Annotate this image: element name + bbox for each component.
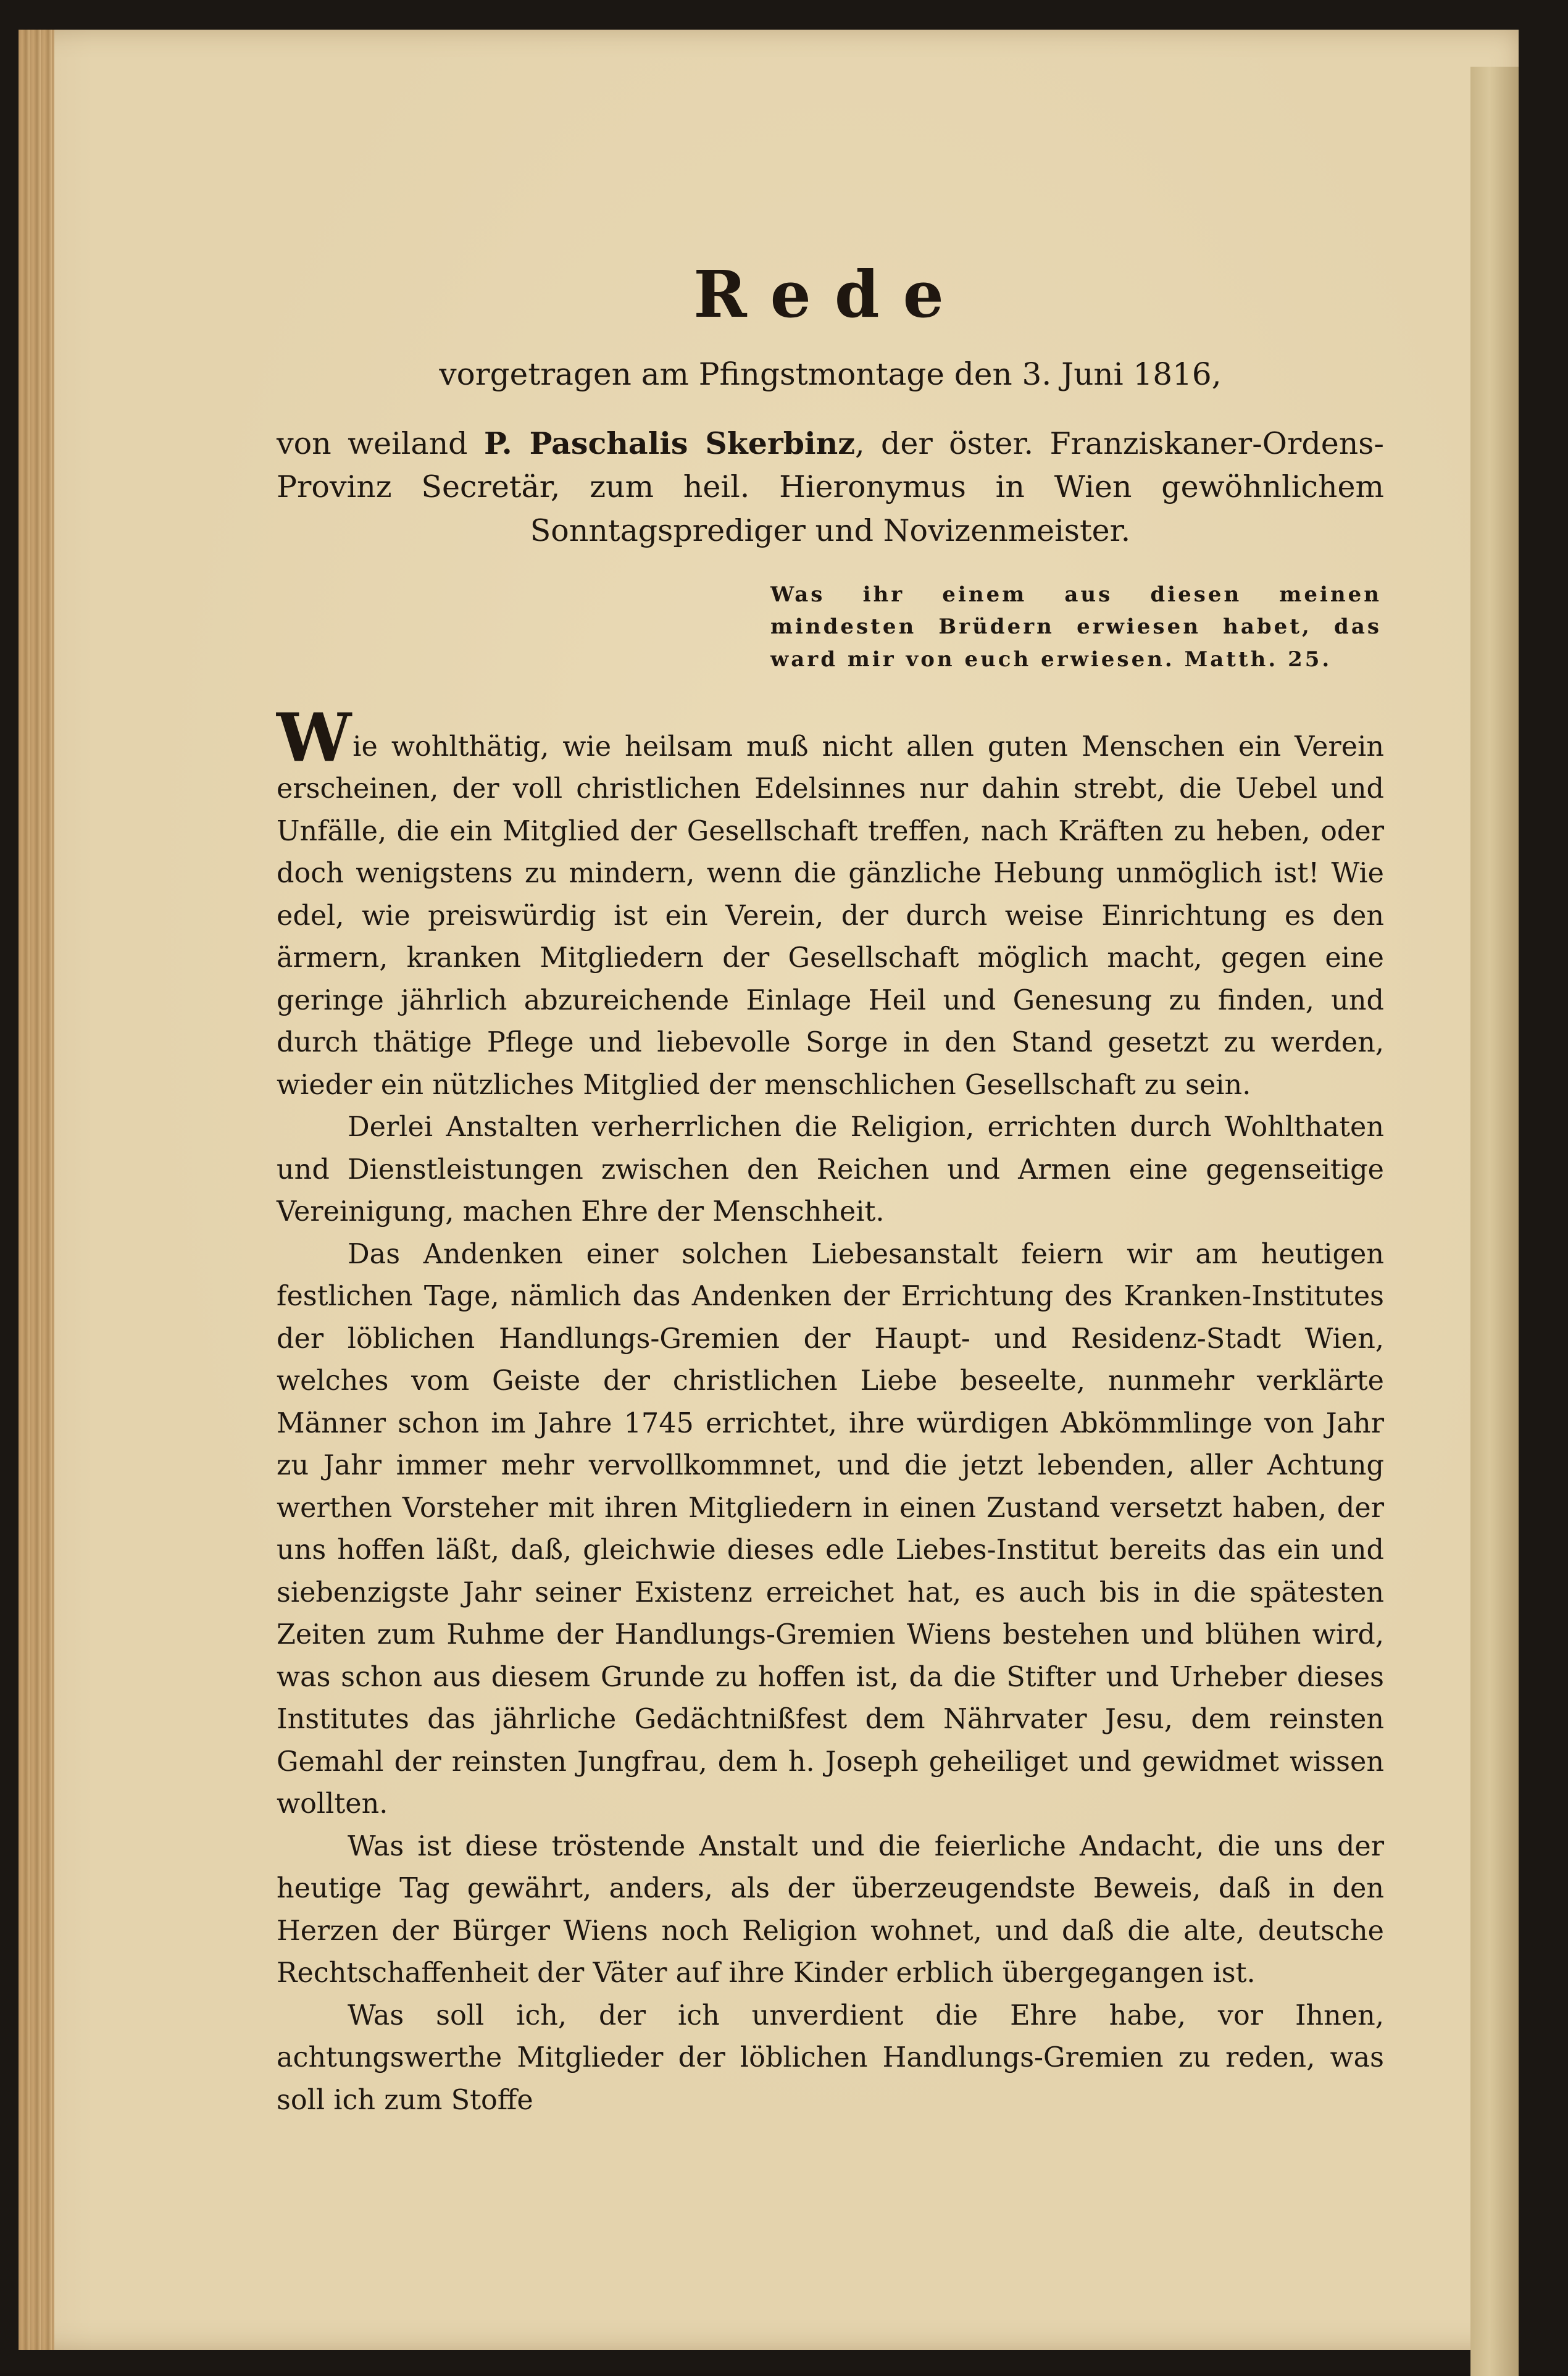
paragraph-5: Was soll ich, der ich unverdient die Ehre habe, vor Ihnen, achtungswerthe Mitglieder der löblichen Handlungs-Gremien zu reden, was soll ich zum Stoffe <box>277 1999 1384 2116</box>
page-edge <box>1470 67 1519 2376</box>
author-line <box>277 422 1384 552</box>
document-subtitle: vorgetragen am Pfingstmontage den 3. Juni 1816, <box>439 356 1222 393</box>
drop-cap: W <box>277 698 352 777</box>
document-body <box>277 256 1384 2122</box>
author-name: P. Paschalis Skerbinz <box>483 425 856 462</box>
document-title: Rede <box>693 256 967 332</box>
epigraph: Was ihr einem aus diesen meinen mindesten Brüdern erwiesen habet, das ward mir von euch erwiesen. Matth. 25. <box>770 582 1382 672</box>
page-gutter <box>19 30 54 2350</box>
author-suffix: , der öster. Franziskaner-Ordens-Provinz Secretär, zum heil. Hieronymus in Wien gewöhnlichem Sonntagsprediger und Novizenmeister. <box>277 426 1384 548</box>
paragraph-3: Das Andenken einer solchen Liebesanstalt feiern wir am heutigen festlichen Tage, nämlich das Andenken der Errichtung des Kranken-Institutes der löblichen Handlungs-Gremien der Haupt- und Residenz-Stadt Wien, welches vom Geiste der christlichen Liebe beseelte, nunmehr verklärte Männer schon im Jahre 1745 errichtet, ihre würdigen Abkömmlinge von Jahr zu Jahr immer mehr vervollkommnet, und die jetzt lebenden, aller Achtung werthen Vorsteher mit ihren Mitgliedern in einen Zustand versetzt haben, der uns hoffen läßt, daß, gleichwie dieses edle Liebes-Institut bereits das ein und siebenzigste Jahr seiner Existenz erreichet hat, es auch bis in die spätesten Zeiten zum Ruhme der Handlungs-Gremien Wiens bestehen und blühen wird, was schon aus diesem Grunde zu hoffen ist, da die Stifter und Urheber dieses Institutes das jährliche Gedächtnißfest dem Nährvater Jesu, dem reinsten Gemahl der reinsten Jungfrau, dem h. Joseph geheiliget und gewidmet wissen wollten. <box>277 1238 1384 1820</box>
paragraph-4: Was ist diese tröstende Anstalt und die feierliche Andacht, die uns der heutige Tag gewährt, anders, als der überzeugendste Beweis, daß in den Herzen der Bürger Wiens noch Religion wohnet, und daß die alte, deutsche Rechtschaffenheit der Väter auf ihre Kinder erblich übergegangen ist. <box>277 1830 1384 1989</box>
paragraph-1 <box>277 698 1384 1107</box>
sermon-text <box>277 698 1384 2122</box>
paragraph-2: Derlei Anstalten verherrlichen die Religion, errichten durch Wohlthaten und Dienstleistungen zwischen den Reichen und Armen eine gegenseitige Vereinigung, machen Ehre der Menschheit. <box>277 1111 1384 1228</box>
paragraph-1-text: ie wohlthätig, wie heilsam muß nicht allen guten Menschen ein Verein erscheinen, der voll christlichen Edelsinnes nur dahin strebt, die Uebel und Unfälle, die ein Mitglied der Gesellschaft treffen, nach Kräften zu heben, oder doch wenigstens zu mindern, wenn die gänzliche Hebung unmöglich ist! Wie edel, wie preiswürdig ist ein Verein, der durch weise Einrichtung es den ärmern, kranken Mitgliedern der Gesellschaft möglich macht, gegen eine geringe jährlich abzureichende Einlage Heil und Genesung zu finden, und durch thätige Pflege und liebevolle Sorge in den Stand gesetzt zu werden, wieder ein nützliches Mitglied der menschlichen Gesellschaft zu sein. <box>277 730 1384 1101</box>
author-prefix: von weiland <box>277 426 484 462</box>
